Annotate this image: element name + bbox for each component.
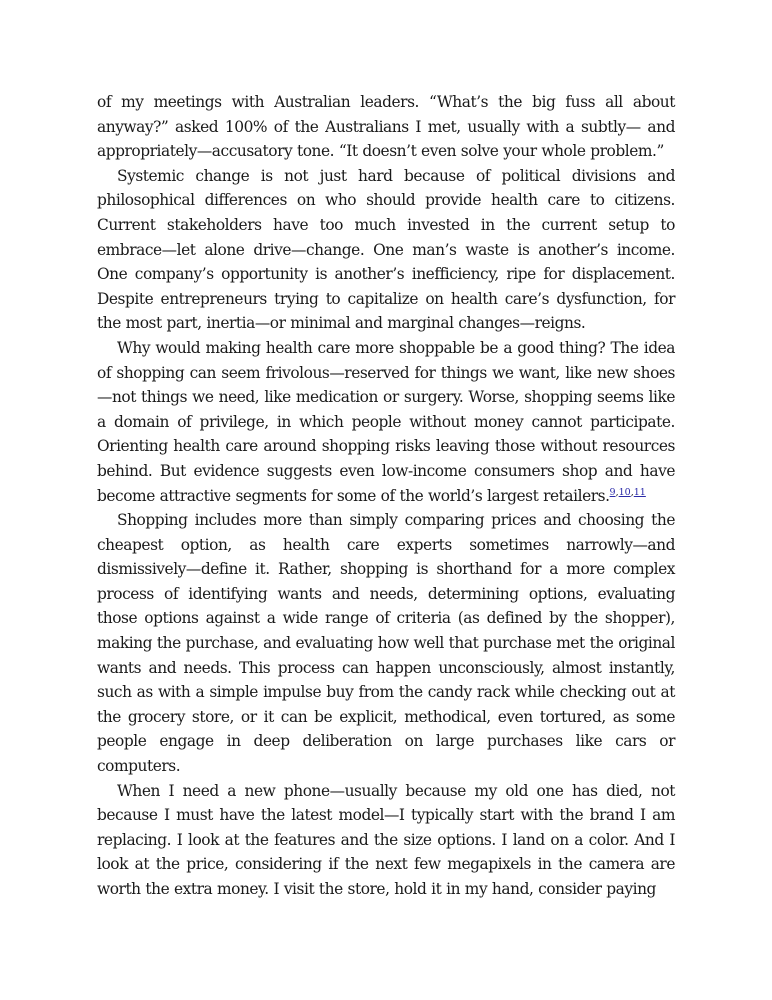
paragraph-1-text: of my meetings with Australian leaders. “What’s the big fuss all about anyway?” asked 100% of the Australians I met, usually with a subtly— and appropriately—accusatory tone. “It doesn’t even solve your whole problem.” — [97, 93, 675, 161]
footnote-link-11[interactable]: 11 — [633, 486, 646, 498]
paragraph-5-text: When I need a new phone—usually because my old one has died, not because I must have the latest model—I typically start with the brand I am replacing. I look at the features and the size options. I land on a color. And I look at the price, considering if the next few megapixels in the camera are worth the extra money. I visit the store, hold it in my hand, consider paying — [97, 781, 675, 898]
paragraph-3-text: Why would making health care more shoppable be a good thing? The idea of shopping can seem frivolous—reserved for things we want, like new shoes —not things we need, like medication or surgery. Worse, shopping seems like a domain of privilege, in which people without money cannot participate. Orienting health care around shopping risks leaving those without resources behind. But evidence suggests even low-income consumers shop and have become attractive segments for some of the world’s largest retailers. — [97, 338, 675, 505]
paragraph-4 — [97, 508, 675, 779]
paragraph-2-text: Systemic change is not just hard because of political divisions and philosophical differences on who should provide health care to citizens. Current stakeholders have too much invested in the current setup to embrace—let alone drive—change. One man’s waste is another’s income. One company’s opportunity is another’s inefficiency, ripe for displacement. Despite entrepreneurs trying to capitalize on health care’s dysfunction, for the most part, inertia—or minimal and marginal changes—reigns. — [97, 166, 675, 333]
footnote-link-10[interactable]: 10 — [618, 486, 631, 498]
paragraph-4-text: Shopping includes more than simply comparing prices and choosing the cheapest option, as health care experts sometimes narrowly—and dismissively—define it. Rather, shopping is shorthand for a more complex process of identifying wants and needs, determining options, evaluating those options against a wide range of criteria (as defined by the shopper), making the purchase, and evaluating how well that purchase met the original wants and needs. This process can happen unconsciously, almost instantly, such as with a simple impulse buy from the candy rack while checking out at the grocery store, or it can be explicit, methodical, even tortured, as some people engage in deep deliberation on large purchases like cars or computers. — [97, 511, 675, 776]
paragraph-3 — [97, 336, 675, 508]
footnote-references: 9,10,11 — [609, 486, 646, 498]
book-page — [97, 90, 675, 902]
paragraph-5 — [97, 779, 675, 902]
paragraph-2 — [97, 164, 675, 336]
paragraph-1 — [97, 90, 675, 164]
footnote-link-9[interactable]: 9 — [609, 486, 616, 498]
